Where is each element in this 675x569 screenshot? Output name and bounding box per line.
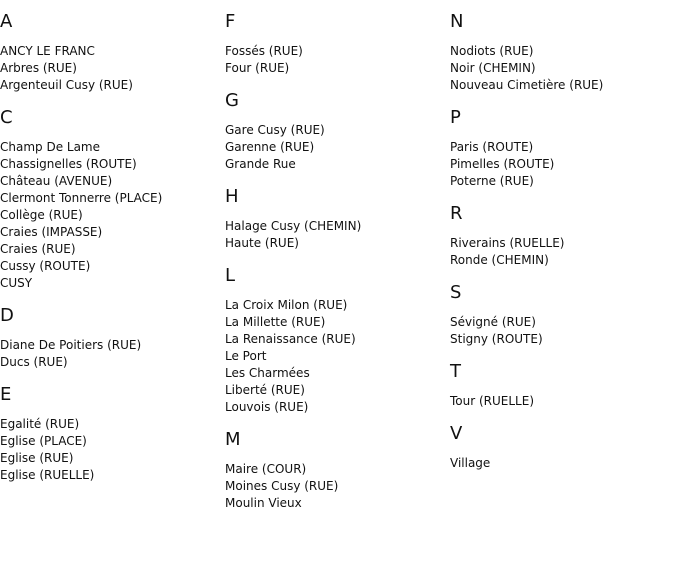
section-letter-heading: L [225, 265, 236, 286]
street-link[interactable]: Maire (COUR) [225, 462, 307, 476]
street-link[interactable]: Egalité (RUE) [0, 417, 80, 431]
street-link[interactable]: Village [450, 456, 491, 470]
street-link[interactable]: Cussy (ROUTE) [0, 259, 91, 273]
street-link[interactable]: Louvois (RUE) [225, 400, 309, 414]
section-letter-heading: P [450, 107, 461, 128]
street-link[interactable]: Arbres (RUE) [0, 61, 77, 75]
letter-section [0, 11, 220, 94]
street-link[interactable]: Eglise (PLACE) [0, 434, 87, 448]
street-link[interactable]: Halage Cusy (CHEMIN) [225, 219, 362, 233]
street-link[interactable]: Gare Cusy (RUE) [225, 123, 325, 137]
street-list [450, 314, 670, 348]
street-link[interactable]: Nouveau Cimetière (RUE) [450, 78, 604, 92]
letter-section [450, 203, 670, 269]
street-link[interactable]: Ronde (CHEMIN) [450, 253, 549, 267]
street-link[interactable]: Grande Rue [225, 157, 296, 171]
street-link[interactable]: Eglise (RUE) [0, 451, 74, 465]
street-link[interactable]: Paris (ROUTE) [450, 140, 534, 154]
section-letter-heading: M [225, 429, 241, 450]
letter-section [0, 305, 220, 371]
street-list [225, 461, 445, 512]
street-link[interactable]: CUSY [0, 276, 33, 290]
street-link[interactable]: Sévigné (RUE) [450, 315, 536, 329]
street-list [0, 43, 220, 94]
index-column [0, 0, 220, 484]
section-letter-heading: D [0, 305, 14, 326]
street-link[interactable]: Four (RUE) [225, 61, 290, 75]
street-link[interactable]: Collège (RUE) [0, 208, 83, 222]
street-link[interactable]: Haute (RUE) [225, 236, 299, 250]
street-link[interactable]: Garenne (RUE) [225, 140, 315, 154]
letter-section [225, 90, 445, 173]
letter-section [0, 107, 220, 292]
street-list [225, 43, 445, 77]
street-link[interactable]: Tour (RUELLE) [450, 394, 535, 408]
letter-section [450, 423, 670, 472]
street-list [225, 122, 445, 173]
street-link[interactable]: Ducs (RUE) [0, 355, 68, 369]
section-letter-heading: C [0, 107, 13, 128]
street-link[interactable]: Nodiots (RUE) [450, 44, 534, 58]
street-link[interactable]: Argenteuil Cusy (RUE) [0, 78, 133, 92]
index-column [450, 0, 670, 472]
street-link[interactable]: La Croix Milon (RUE) [225, 298, 348, 312]
street-list [450, 455, 670, 472]
letter-section [0, 384, 220, 484]
street-link[interactable]: La Millette (RUE) [225, 315, 326, 329]
street-list [450, 43, 670, 94]
street-list [450, 139, 670, 190]
letter-section [225, 11, 445, 77]
street-list [225, 218, 445, 252]
street-link[interactable]: ANCY LE FRANC [0, 44, 95, 58]
street-link[interactable]: Diane De Poitiers (RUE) [0, 338, 142, 352]
letter-section [225, 265, 445, 416]
street-link[interactable]: Poterne (RUE) [450, 174, 534, 188]
street-link[interactable]: Eglise (RUELLE) [0, 468, 95, 482]
letter-section [450, 361, 670, 410]
street-link[interactable]: Moulin Vieux [225, 496, 302, 510]
street-link[interactable]: Château (AVENUE) [0, 174, 113, 188]
street-link[interactable]: Craies (IMPASSE) [0, 225, 103, 239]
section-letter-heading: V [450, 423, 463, 444]
street-link[interactable]: Riverains (RUELLE) [450, 236, 565, 250]
section-letter-heading: T [450, 361, 461, 382]
street-link[interactable]: La Renaissance (RUE) [225, 332, 356, 346]
letter-section [225, 429, 445, 512]
section-letter-heading: N [450, 11, 464, 32]
street-link[interactable]: Champ De Lame [0, 140, 101, 154]
street-link[interactable]: Clermont Tonnerre (PLACE) [0, 191, 163, 205]
section-letter-heading: E [0, 384, 12, 405]
letter-section [225, 186, 445, 252]
section-letter-heading: A [0, 11, 13, 32]
letter-section [450, 107, 670, 190]
street-link[interactable]: Craies (RUE) [0, 242, 76, 256]
street-link[interactable]: Liberté (RUE) [225, 383, 305, 397]
street-link[interactable]: Chassignelles (ROUTE) [0, 157, 137, 171]
street-link[interactable]: Fossés (RUE) [225, 44, 303, 58]
street-link[interactable]: Pimelles (ROUTE) [450, 157, 555, 171]
street-link[interactable]: Stigny (ROUTE) [450, 332, 543, 346]
street-list [0, 416, 220, 484]
section-letter-heading: R [450, 203, 463, 224]
section-letter-heading: S [450, 282, 462, 303]
section-letter-heading: H [225, 186, 239, 207]
street-link[interactable]: Le Port [225, 349, 267, 363]
street-list [225, 297, 445, 416]
section-letter-heading: F [225, 11, 236, 32]
street-list [0, 139, 220, 292]
street-link[interactable]: Noir (CHEMIN) [450, 61, 536, 75]
street-link[interactable]: Moines Cusy (RUE) [225, 479, 339, 493]
street-list [450, 235, 670, 269]
street-list [450, 393, 670, 410]
street-link[interactable]: Les Charmées [225, 366, 310, 380]
index-column [225, 0, 445, 512]
section-letter-heading: G [225, 90, 239, 111]
letter-section [450, 11, 670, 94]
letter-section [450, 282, 670, 348]
street-list [0, 337, 220, 371]
